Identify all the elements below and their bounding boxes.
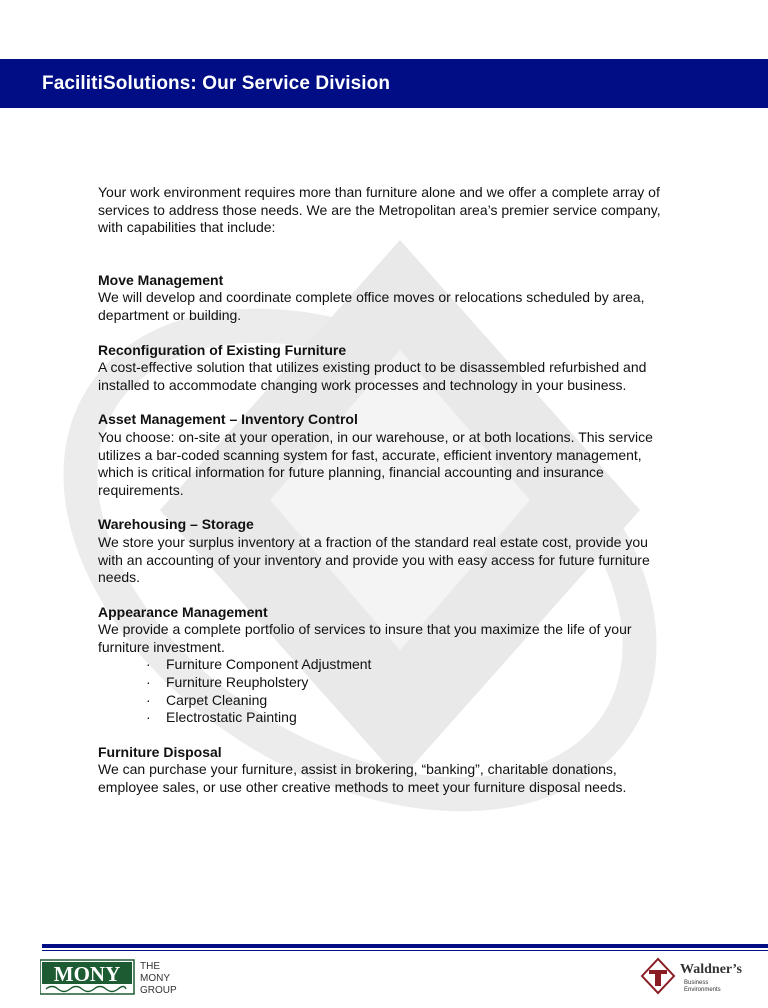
section-move-management [98,272,668,325]
waldners-line-2: Environments [684,987,721,993]
section-body: A cost-effective solution that utilizes existing product to be disassembled refurbished and installed to accommodate changing work processes and technology in your business. [98,359,647,393]
list-item [146,709,668,727]
section-heading: Furniture Disposal [98,743,222,760]
list-item-label: Electrostatic Painting [166,709,297,726]
bullet-icon: · [146,691,151,708]
list-item [146,656,668,674]
list-item [146,674,668,692]
section-body: You choose: on-site at your operation, in our warehouse, or at both locations. This service utilizes a bar-coded scanning system for fast, accurate, efficient inventory management, which is critical information for future planning, financial accounting and insurance requirements. [98,428,653,498]
section-heading: Appearance Management [98,603,268,620]
footer-rule [42,944,768,948]
section-body: We can purchase your furniture, assist in brokering, “banking”, charitable donations, employee sales, or use other creative methods to meet your furniture disposal needs. [98,761,627,796]
section-body: We provide a complete portfolio of services to insure that you maximize the life of your furniture investment. [98,621,632,655]
bullet-icon: · [146,709,151,726]
mony-line-1: THE [140,961,160,972]
mony-mark: MONY [53,962,121,986]
page-title: FacilitiSolutions: Our Service Division [42,73,391,94]
section-warehousing [98,516,668,586]
mony-line-3: GROUP [140,985,177,996]
section-furniture-disposal [98,744,668,797]
section-reconfiguration [98,342,668,395]
section-heading: Warehousing – Storage [98,516,254,533]
section-body: We will develop and coordinate complete office moves or relocations scheduled by area, department or building. [98,289,645,323]
bullet-icon: · [146,674,151,691]
service-list [146,656,668,726]
mony-group-logo [40,958,180,996]
list-item-label: Carpet Cleaning [166,691,268,708]
document-body [98,184,668,814]
list-item-label: Furniture Reupholstery [166,674,309,691]
section-heading: Asset Management – Inventory Control [98,411,358,428]
section-asset-management [98,411,668,499]
intro-paragraph: Your work environment requires more than furniture alone and we offer a complete array of services to address those needs. We are the Metropolitan area’s premier service company, with capabilities that include: [98,184,661,236]
waldners-line-1: Business [684,980,709,986]
section-body: We store your surplus inventory at a fraction of the standard real estate cost, provide you with an accounting of your inventory and provide you with easy access for future furniture needs. [98,533,650,586]
mony-line-2: MONY [140,973,170,984]
section-heading: Reconfiguration of Existing Furniture [98,341,347,358]
bullet-icon: · [146,656,151,673]
section-appearance-management [98,604,668,727]
list-item-label: Furniture Component Adjustment [166,656,372,673]
footer-rule-thin [42,950,768,951]
waldners-logo [640,956,750,996]
list-item [146,692,668,710]
section-heading: Move Management [98,271,224,288]
title-bar [0,59,768,108]
waldners-name: Waldner’s [680,962,742,977]
